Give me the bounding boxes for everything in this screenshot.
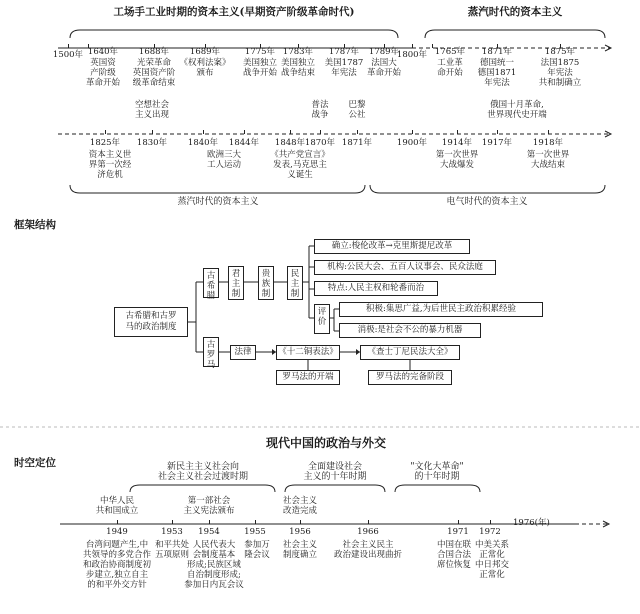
year-1500: 1500年 xyxy=(52,50,84,60)
event-utopian-socialism: 空想社会 主义出现 xyxy=(134,100,170,120)
roman-law-start-box: 罗马法的开端 xyxy=(276,370,340,385)
event-german-unification: 德国统一 德国1871 年宪法 xyxy=(477,58,517,88)
event-us-constitution: 美国1787 年宪法 xyxy=(324,58,364,78)
year-1953: 1953 xyxy=(161,527,183,537)
year-1918: 1918年 xyxy=(532,138,564,148)
year-1789: 1789年 xyxy=(368,47,400,57)
year-1870: 1870年 xyxy=(304,138,336,148)
monarchy-box: 君主制 xyxy=(228,266,244,300)
event-glorious-revolution: 光荣革命 英国资产阶 级革命结束 xyxy=(132,58,176,88)
year-1688: 1688年 xyxy=(138,47,170,57)
year-1840: 1840年 xyxy=(187,138,219,148)
event-us-japan-relations: 中美关系 正常化 中日邦交 正常化 xyxy=(474,540,510,580)
event-franco-prussian-war: 普法 战争 xyxy=(311,100,329,120)
year-1917: 1917年 xyxy=(481,138,513,148)
year-1844: 1844年 xyxy=(228,138,260,148)
law-box: 法律 xyxy=(230,345,256,360)
timeline2-heading: 时空定位 xyxy=(14,457,56,469)
year-1875: 1875年 xyxy=(544,47,576,57)
year-1914: 1914年 xyxy=(441,138,473,148)
year-1775: 1775年 xyxy=(244,47,276,57)
year-1689: 1689年 xyxy=(189,47,221,57)
aristocracy-box: 贵族制 xyxy=(258,266,274,300)
evaluate-box: 评价 xyxy=(314,304,330,334)
twelve-tables-box: 《十二铜表法》 xyxy=(276,345,340,360)
negative-box: 消极:是社会不公的暴力机器 xyxy=(339,323,481,338)
event-us-independence-start: 美国独立 战争开始 xyxy=(242,58,278,78)
event-socialist-transformation: 社会主义 改造完成 xyxy=(282,496,318,516)
event-bandung-conference: 参加万 隆会议 xyxy=(244,540,270,560)
year-1765: 1765年 xyxy=(434,47,466,57)
event-1954-detail: 人民代表大 会制度基本 形成;民族区域 自治制度形成; 参加日内瓦会议 xyxy=(184,540,244,590)
positive-box: 积极:集思广益,为后世民主政治积累经验 xyxy=(339,302,543,317)
event-democracy-setback: 社会主义民主 政治建设出现曲折 xyxy=(333,540,403,560)
timeline2-title: 现代中国的政治与外交 xyxy=(265,436,387,450)
year-1800: 1800年 xyxy=(396,50,428,60)
event-un-seat: 中国在联 合国合法 席位恢复 xyxy=(436,540,472,570)
period-construction: 全面建设社会 主义的十年时期 xyxy=(303,462,367,482)
rome-box: 古罗马 xyxy=(203,337,219,367)
year-1955: 1955 xyxy=(244,527,266,537)
year-1848: 1848年 xyxy=(274,138,306,148)
greece-box: 古希腊 xyxy=(203,268,219,298)
period-transition: 新民主主义社会向 社会主义社会过渡时期 xyxy=(157,462,249,482)
timeline1-title-right: 蒸汽时代的资本主义 xyxy=(467,6,563,18)
event-socialist-system: 社会主义 制度确立 xyxy=(282,540,318,560)
establish-box: 确立:梭伦改革→克里斯提尼改革 xyxy=(314,239,470,254)
event-bill-of-rights: 《权利法案》 颁布 xyxy=(179,58,231,78)
event-communist-manifesto: 《共产党宣言》 发表,马克思主 义诞生 xyxy=(270,150,330,180)
features-box: 特点:人民主权和轮番而治 xyxy=(314,281,438,296)
democracy-box: 民主制 xyxy=(287,266,303,300)
year-1954: 1954 xyxy=(198,527,220,537)
period-cultural-revolution: "文化大革命" 的十年时期 xyxy=(410,462,464,482)
year-1971: 1971 xyxy=(447,527,469,537)
event-prc-founding: 中华人民 共和国成立 xyxy=(95,496,139,516)
year-1871-bottom: 1871年 xyxy=(341,138,373,148)
event-economic-crisis: 资本主义世 界第一次经 济危机 xyxy=(88,150,132,180)
event-five-principles: 和平共处 五项原则 xyxy=(154,540,190,560)
event-french-revolution: 法国大 革命开始 xyxy=(366,58,402,78)
event-industrial-revolution: 工业革 命开始 xyxy=(437,58,463,78)
roman-law-complete-box: 罗马法的完备阶段 xyxy=(368,370,452,385)
year-1900: 1900年 xyxy=(396,138,428,148)
event-english-revolution: 英国资 产阶级 革命开始 xyxy=(85,58,121,88)
event-workers-movements: 欧洲三大 工人运动 xyxy=(206,150,242,170)
event-paris-commune: 巴黎 公社 xyxy=(348,100,366,120)
event-first-constitution: 第一部社会 主义宪法颁布 xyxy=(183,496,235,516)
era-steam: 蒸汽时代的资本主义 xyxy=(177,197,259,207)
year-1966: 1966 xyxy=(357,527,379,537)
event-wwi-end: 第一次世界 大战结束 xyxy=(526,150,570,170)
root-box: 古希腊和古罗 马的政治制度 xyxy=(114,307,188,337)
year-1949: 1949 xyxy=(106,527,128,537)
era-electric: 电气时代的资本主义 xyxy=(446,197,528,207)
year-1783: 1783年 xyxy=(282,47,314,57)
timeline1-title-left: 工场手工业时期的资本主义(早期资产阶级革命时代) xyxy=(113,6,355,18)
year-1825: 1825年 xyxy=(89,138,121,148)
year-1640: 1640年 xyxy=(87,47,119,57)
event-wwi-start: 第一次世界 大战爆发 xyxy=(435,150,479,170)
year-1830: 1830年 xyxy=(136,138,168,148)
event-1949-detail: 台湾问题产生,中 共领导的多党合作 和政治协商制度初 步建立,独立自主 的和平外交方针 xyxy=(82,540,152,590)
year-1787: 1787年 xyxy=(328,47,360,57)
event-french-constitution: 法国1875 年宪法 共和制确立 xyxy=(538,58,582,88)
year-1972: 1972 xyxy=(479,527,501,537)
justinian-box: 《查士丁尼民法大全》 xyxy=(360,345,460,360)
year-1956: 1956 xyxy=(289,527,311,537)
event-october-revolution: 俄国十月革命, 世界现代史开端 xyxy=(487,100,547,120)
framework-heading: 框架结构 xyxy=(14,219,56,231)
organs-box: 机构:公民大会、五百人议事会、民众法庭 xyxy=(314,260,496,275)
event-us-independence-end: 美国独立 战争结束 xyxy=(280,58,316,78)
year-1976: 1976(年) xyxy=(513,518,550,528)
year-1871-top: 1871年 xyxy=(481,47,513,57)
